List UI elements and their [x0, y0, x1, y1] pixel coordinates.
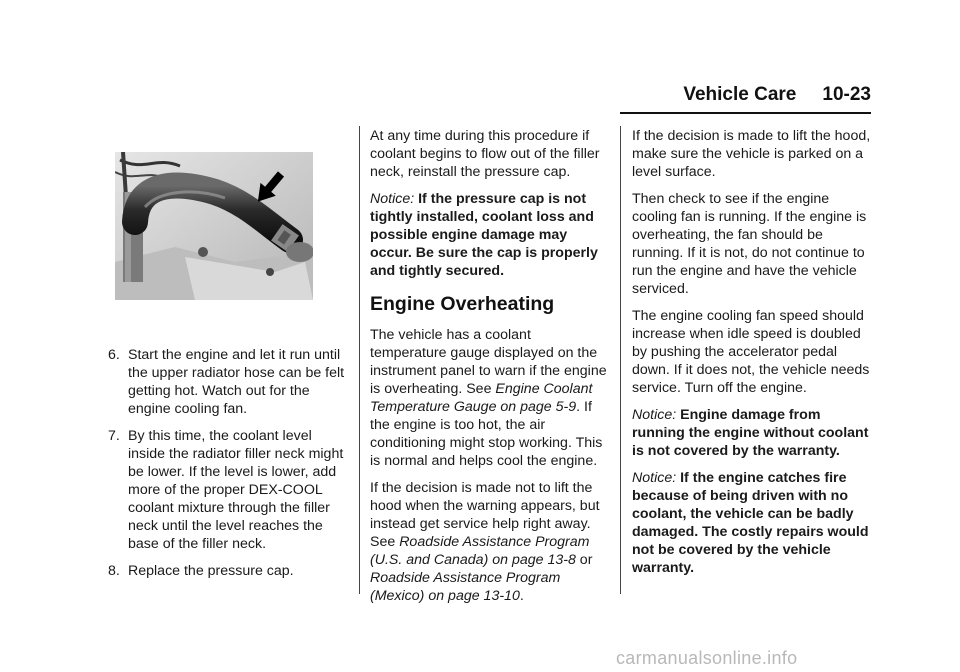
column-middle: [370, 127, 610, 614]
notice-engine-fire: Notice: If the engine catches fire because of being driven with no coolant, the vehicle can be badly damaged. The costly repairs would not be covered by the vehicle warranty.: [632, 470, 869, 576]
paragraph: If the decision is made not to lift the hood when the warning appears, but instead get service help right away. See Roadside Assistance Program (U.S. and Canada) on page 13-8 or Roadside Assistance Program (Mexico) on page 13-10.: [370, 480, 600, 604]
cross-reference-link[interactable]: Engine Coolant Temperature Gauge on page 5-9: [370, 381, 593, 415]
column-left: [108, 346, 348, 589]
watermark: carmanualsonline.info: [616, 648, 798, 668]
procedure-steps: [108, 346, 348, 580]
step-item: 8. Replace the pressure cap.: [108, 563, 294, 579]
paragraph: The engine cooling fan speed should increase when idle speed is doubled by pushing the accelerator pedal down. If it does not, the vehicle needs service. Turn off the engine.: [632, 308, 870, 396]
header-rule: [620, 112, 871, 114]
step-item: 6. Start the engine and let it run until the upper radiator hose can be felt getting hot. Watch out for the engine cooling fan.: [108, 347, 345, 417]
column-divider-2: [620, 126, 621, 594]
step-item: 7. By this time, the coolant level inside the radiator filler neck might be lower. If the level is lower, add more of the proper DEX-COOL coolant mixture through the filler neck until the level reaches the base of the filler neck.: [108, 428, 344, 552]
page-number: 10-23: [822, 84, 871, 105]
column-divider-1: [359, 126, 360, 594]
notice-pressure-cap: Notice: If the pressure cap is not tightly installed, coolant loss and possible engine damage may occur. Be sure the cap is properly and tightly secured.: [370, 191, 598, 279]
paragraph: The vehicle has a coolant temperature gauge displayed on the instrument panel to warn if the engine is overheating. See Engine Coolant Temperature Gauge on page 5-9. If the engine is too hot, the air conditioning might stop working. This is normal and helps cool the engine.: [370, 327, 607, 469]
section-title: Engine Overheating: [370, 293, 555, 315]
section-name: Vehicle Care: [683, 84, 797, 105]
paragraph: Then check to see if the engine cooling fan is running. If the engine is overheating, the fan should be running. If it is not, do not continue to run the engine and have the vehicle serviced.: [632, 191, 867, 297]
notice-warranty: Notice: Engine damage from running the engine without coolant is not covered by the warranty.: [632, 407, 869, 459]
cross-reference-link[interactable]: Roadside Assistance Program (U.S. and Canada) on page 13-8: [370, 534, 590, 568]
page-header: [620, 84, 871, 106]
radiator-hose-illustration: [115, 152, 313, 300]
cross-reference-link[interactable]: Roadside Assistance Program (Mexico) on page 13-10: [370, 570, 561, 604]
column-right: [632, 127, 872, 586]
paragraph: If the decision is made to lift the hood, make sure the vehicle is parked on a level surface.: [632, 128, 871, 180]
paragraph: At any time during this procedure if coolant begins to flow out of the filler neck, reinstall the pressure cap.: [370, 128, 600, 180]
radiator-hose-photo: [115, 152, 313, 300]
